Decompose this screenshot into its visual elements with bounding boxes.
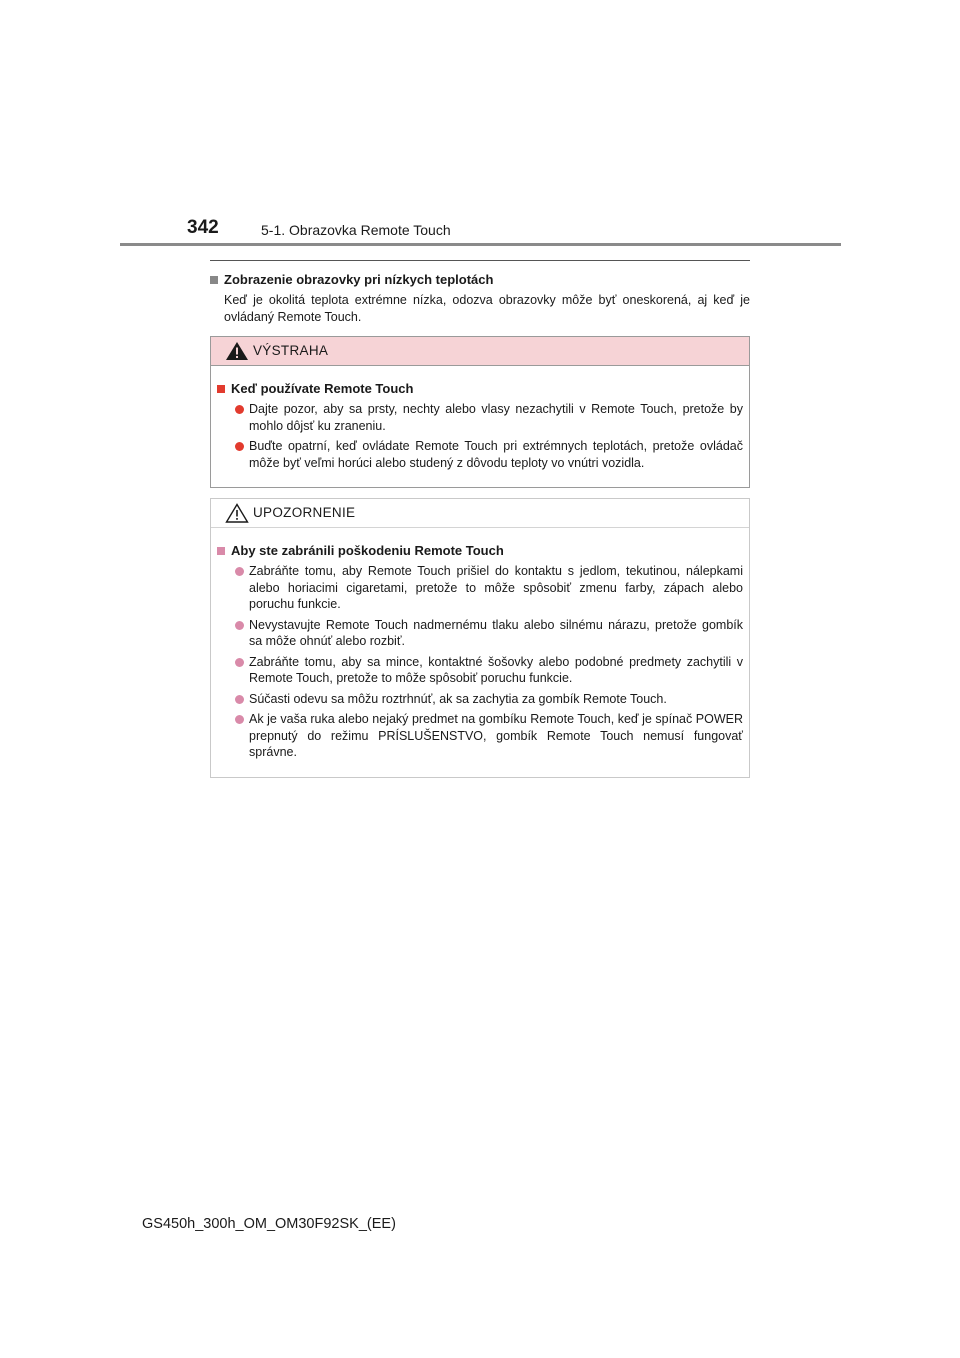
notice-item: Súčasti odevu sa môžu roztrhnúť, ak sa zachytia za gombík Remote Touch.: [235, 691, 743, 708]
page-content: [210, 260, 750, 778]
warning-item: Dajte pozor, aby sa prsty, nechty alebo vlasy nezachytili v Remote Touch, pretože by mohlo dôjsť ku zraneniu.: [235, 401, 743, 434]
intro-heading-text: Zobrazenie obrazovky pri nízkych teplotách: [224, 272, 494, 287]
caution-triangle-outline-icon: [225, 503, 249, 523]
red-square-icon: [217, 385, 225, 393]
page-header: [120, 214, 841, 246]
section-title: 5-1. Obrazovka Remote Touch: [261, 222, 451, 238]
notice-box-header: [211, 499, 749, 528]
notice-list: [217, 563, 743, 761]
pink-square-icon: [217, 547, 225, 555]
page-number: 342: [187, 217, 219, 238]
notice-item: Ak je vaša ruka alebo nejaký predmet na gombíku Remote Touch, keď je spínač POWER prepnutý do režimu PRÍSLUŠENSTVO, gombík Remote Touch nemusí fungovať správne.: [235, 711, 743, 761]
footer-code: GS450h_300h_OM_OM30F92SK_(EE): [142, 1216, 396, 1232]
header-rule: [120, 243, 841, 246]
notice-box-body: [211, 528, 749, 777]
intro-text: Keď je okolitá teplota extrémne nízka, odozva obrazovky môže byť oneskorená, aj keď je ovládaný Remote Touch.: [224, 293, 750, 324]
notice-item: Zabráňte tomu, aby sa mince, kontaktné šošovky alebo podobné predmety zachytili v Remote Touch, pretože to môže spôsobiť poruchu funkcie.: [235, 654, 743, 687]
pink-bullet-icon: [235, 621, 244, 630]
warning-heading: [217, 380, 743, 397]
warning-heading-text: Keď používate Remote Touch: [231, 381, 414, 396]
notice-box: [210, 498, 750, 778]
notice-heading: [217, 542, 743, 559]
intro-heading: [210, 271, 750, 288]
warning-box: [210, 336, 750, 488]
pink-bullet-icon: [235, 567, 244, 576]
warning-box-header: [211, 337, 749, 366]
content-top-rule: [210, 260, 750, 261]
gray-square-icon: [210, 276, 218, 284]
warning-box-body: [211, 366, 749, 487]
warning-triangle-icon: [225, 341, 249, 361]
notice-heading-text: Aby ste zabránili poškodeniu Remote Touch: [231, 543, 504, 558]
red-bullet-icon: [235, 405, 244, 414]
pink-bullet-icon: [235, 658, 244, 667]
warning-title: VÝSTRAHA: [253, 343, 329, 358]
red-bullet-icon: [235, 442, 244, 451]
warning-list: [217, 401, 743, 471]
pink-bullet-icon: [235, 715, 244, 724]
pink-bullet-icon: [235, 695, 244, 704]
notice-item: Zabráňte tomu, aby Remote Touch prišiel do kontaktu s jedlom, tekutinou, nálepkami alebo horiacimi cigaretami, pretože to môže spôsobiť zmenu farby, zápach alebo poruchu funkcie.: [235, 563, 743, 613]
notice-item: Nevystavujte Remote Touch nadmernému tlaku alebo silnému nárazu, pretože gombík sa môže ohnúť alebo rozbiť.: [235, 617, 743, 650]
warning-item: Buďte opatrní, keď ovládate Remote Touch pri extrémnych teplotách, pretože ovládač môže byť veľmi horúci alebo studený z dôvodu teploty vo vnútri vozidla.: [235, 438, 743, 471]
notice-title: UPOZORNENIE: [253, 505, 356, 520]
